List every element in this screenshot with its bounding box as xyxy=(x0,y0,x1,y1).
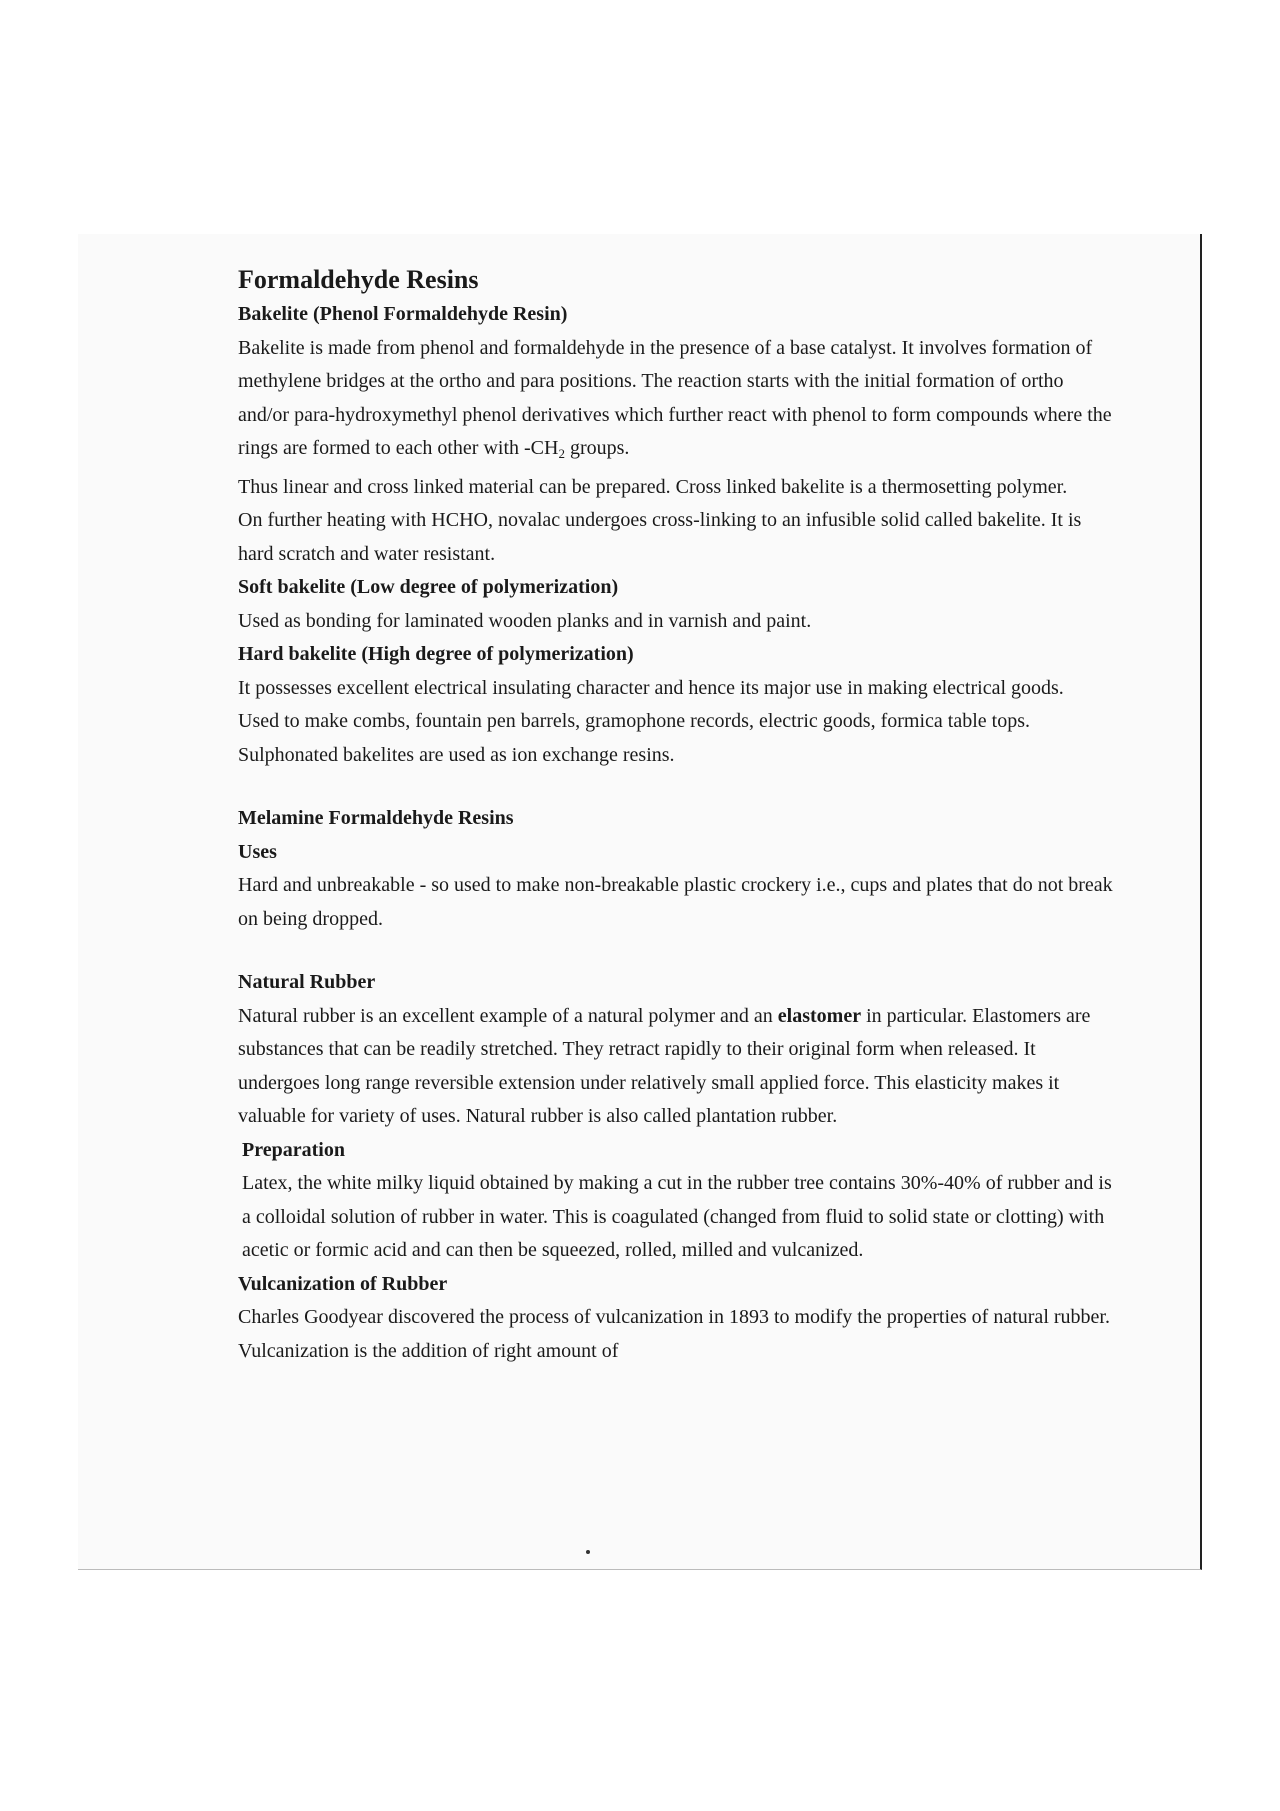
melamine-uses-text: Hard and unbreakable - so used to make non-breakable plastic crockery i.e., cups and plates that do not break on being dropped. xyxy=(238,874,1113,930)
section-gap xyxy=(238,772,1118,802)
rubber-p1-text: Natural rubber is an excellent example of a natural polymer and an xyxy=(238,1004,778,1027)
bakelite-heading: Bakelite (Phenol Formaldehyde Resin) xyxy=(238,303,568,325)
page-title: Formaldehyde Resins xyxy=(238,265,479,294)
document-body xyxy=(238,262,1118,1368)
melamine-heading: Melamine Formaldehyde Resins xyxy=(238,807,514,829)
preparation-text: Latex, the white milky liquid obtained by making a cut in the rubber tree contains 30%-40% of rubber and is a colloidal solution of rubber in water. This is coagulated (changed from fluid to solid state or clotting) with acetic or formic acid and can then be squeezed, rolled, milled and vulcanized. xyxy=(242,1172,1112,1261)
bakelite-paragraph-3: On further heating with HCHO, novalac undergoes cross-linking to an infusible solid called bakelite. It is hard scratch and water resistant. xyxy=(238,509,1082,565)
preparation-heading: Preparation xyxy=(242,1138,345,1161)
section-gap xyxy=(238,936,1118,966)
bakelite-paragraph-1 xyxy=(238,332,1118,471)
bakelite-paragraph-2: Thus linear and cross linked material can be prepared. Cross linked bakelite is a thermosetting polymer. xyxy=(238,475,1068,498)
scan-speck xyxy=(586,1550,590,1554)
soft-bakelite-heading: Soft bakelite (Low degree of polymerization) xyxy=(238,576,619,598)
rubber-p1-tail: in particular. Elastomers are substances that can be readily stretched. They retract rapidly to their original form when released. It undergoes long range reversible extension under relatively small applied force. This elasticity makes it valuable for variety of uses. Natural rubber is also called plantation rubber. xyxy=(238,1004,1091,1127)
bakelite-p1-text: Bakelite is made from phenol and formaldehyde in the presence of a base catalyst. It involves formation of methylene bridges at the ortho and para positions. The reaction starts with the initial formation of ortho and/or para-hydroxymethyl phenol derivatives which further react with phenol to form compounds where the rings are formed to each other with -CH xyxy=(238,336,1112,459)
hard-bakelite-heading: Hard bakelite (High degree of polymerization) xyxy=(238,643,634,665)
hard-bakelite-text-1: It possesses excellent electrical insulating character and hence its major use in making electrical goods. xyxy=(238,676,1064,699)
elastomer-term: elastomer xyxy=(777,1004,862,1027)
vulcanization-heading: Vulcanization of Rubber xyxy=(238,1272,448,1295)
hard-bakelite-text-2: Used to make combs, fountain pen barrels, gramophone records, electric goods, formica table tops. Sulphonated bakelites are used as ion exchange resins. xyxy=(238,710,1030,766)
vulcanization-text: Charles Goodyear discovered the process of vulcanization in 1893 to modify the properties of natural rubber. Vulcanization is the addition of right amount of xyxy=(238,1306,1110,1362)
ch2-subscript: 2 xyxy=(558,446,565,461)
bakelite-p1-tail: groups. xyxy=(564,437,630,459)
natural-rubber-paragraph xyxy=(238,1000,1118,1134)
melamine-uses-heading: Uses xyxy=(238,840,277,863)
natural-rubber-heading: Natural Rubber xyxy=(238,971,376,993)
soft-bakelite-text: Used as bonding for laminated wooden planks and in varnish and paint. xyxy=(238,609,812,632)
